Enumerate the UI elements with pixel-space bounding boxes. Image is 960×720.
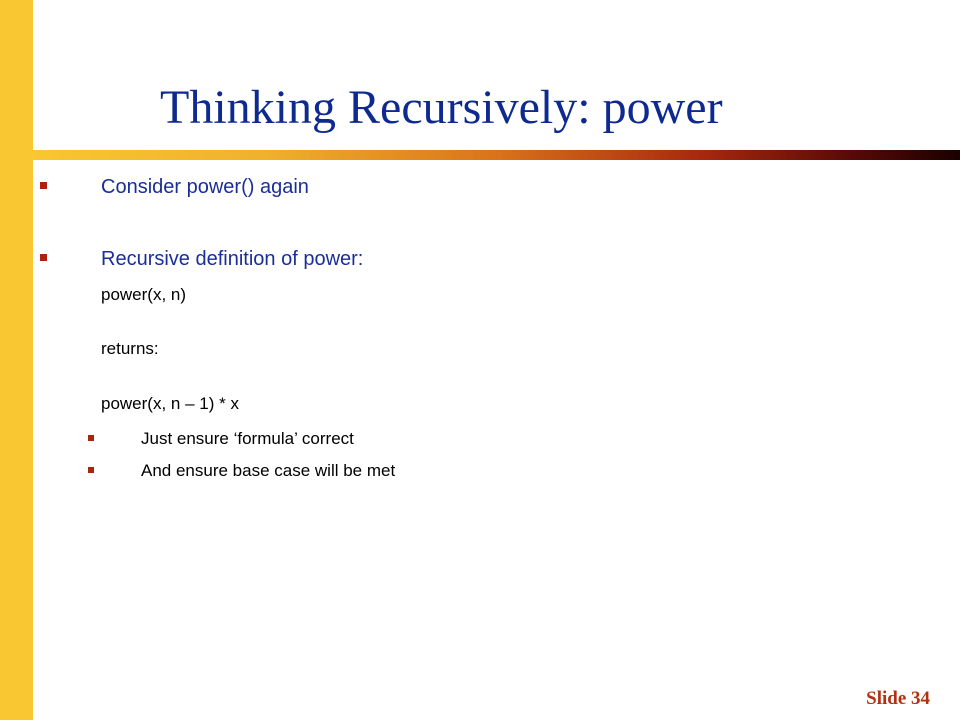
sub-bullet-square-icon xyxy=(88,435,94,441)
left-accent-stripe xyxy=(0,0,33,720)
definition-line: power(x, n) xyxy=(101,285,187,304)
title-underline-rule xyxy=(33,150,960,160)
sub-bullet-text: And ensure base case will be met xyxy=(141,461,396,480)
slide-title: Thinking Recursively: power xyxy=(160,81,723,134)
bullet-text: Recursive definition of power: xyxy=(101,248,364,270)
bullet-square-icon xyxy=(40,254,47,261)
bullet-square-icon xyxy=(40,182,47,189)
slide-number: Slide 34 xyxy=(866,688,930,709)
definition-line: power(x, n – 1) * x xyxy=(101,394,239,413)
definition-line: returns: xyxy=(101,339,159,358)
sub-bullet-square-icon xyxy=(88,467,94,473)
sub-bullet-text: Just ensure ‘formula’ correct xyxy=(141,429,354,448)
bullet-text: Consider power() again xyxy=(101,176,309,198)
